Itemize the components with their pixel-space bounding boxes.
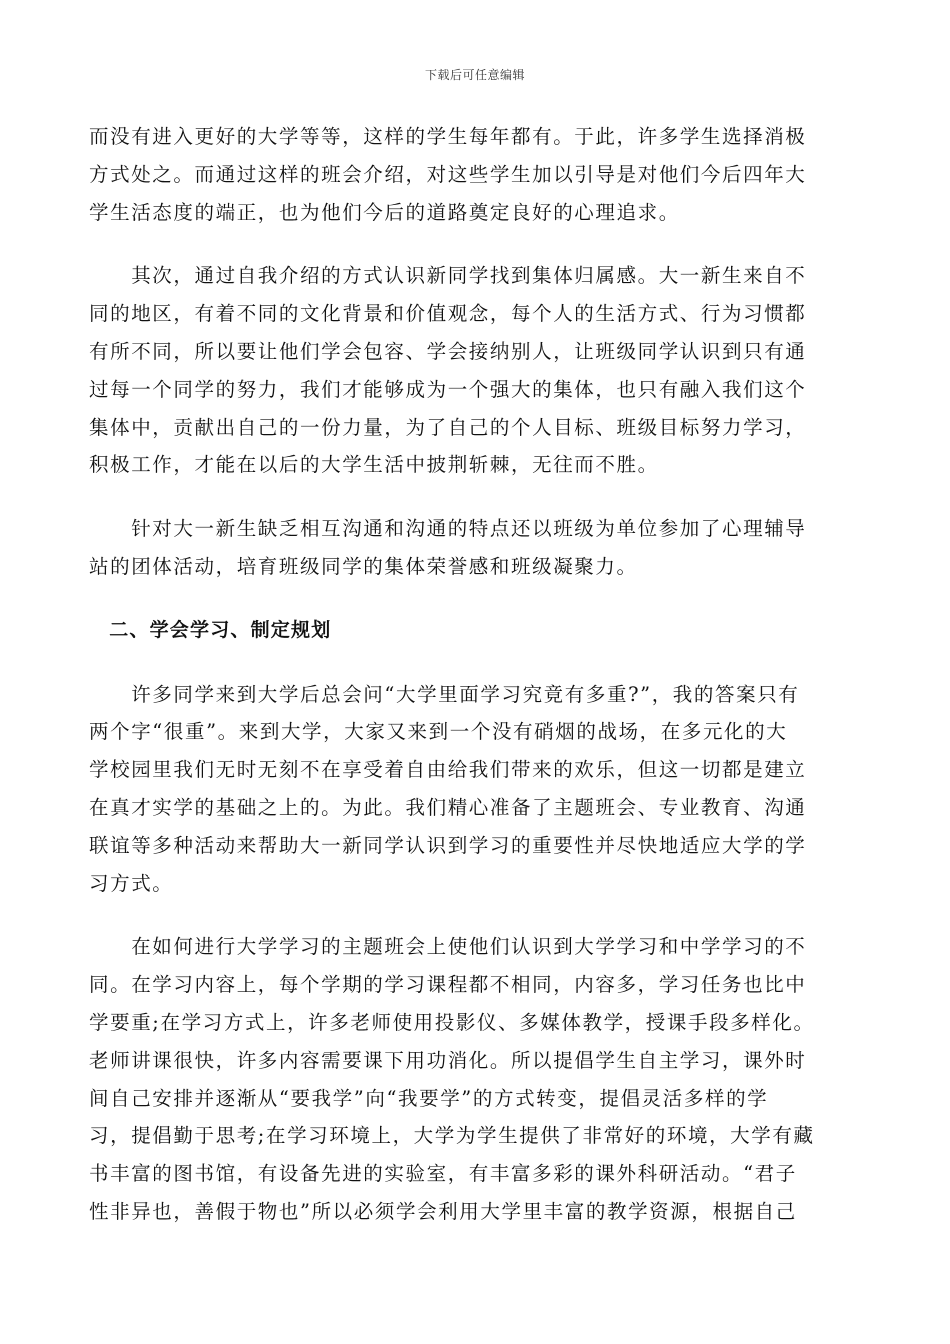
- text-line: 同的地区，有着不同的文化背景和价值观念，每个人的生活方式、行为习惯都: [89, 302, 807, 326]
- text-line: 同。在学习内容上，每个学期的学习课程都不相同，内容多，学习任务也比中: [89, 973, 807, 997]
- text-line: 集体中，贡献出自己的一份力量，为了自己的个人目标、班级目标努力学习，: [89, 415, 807, 439]
- text-line: 学要重;在学习方式上，许多老师使用投影仪、多媒体教学，授课手段多样化。: [89, 1010, 815, 1034]
- text-line: 联谊等多种活动来帮助大一新同学认识到学习的重要性并尽快地适应大学的学: [89, 833, 807, 857]
- text-line: 书丰富的图书馆，有设备先进的实验室，有丰富多彩的课外科研活动。“君子: [89, 1162, 797, 1186]
- text-line: 在如何进行大学学习的主题班会上使他们认识到大学学习和中学学习的不: [89, 935, 807, 959]
- text-line: 在真才实学的基础之上的。为此。我们精心准备了主题班会、专业教育、沟通: [89, 795, 807, 819]
- text-line: 其次，通过自我介绍的方式认识新同学找到集体归属感。大一新生来自不: [89, 264, 807, 288]
- text-line: 老师讲课很快，许多内容需要课下用功消化。所以提倡学生自主学习，课外时: [89, 1048, 807, 1072]
- text-line: 学校园里我们无时无刻不在享受着自由给我们带来的欢乐，但这一切都是建立: [89, 758, 807, 782]
- text-line: 而没有进入更好的大学等等，这样的学生每年都有。于此，许多学生选择消极: [89, 125, 807, 148]
- text-line: 许多同学来到大学后总会问“大学里面学习究竟有多重?”，我的答案只有: [89, 682, 800, 706]
- text-line: 二、学会学习、制定规划: [89, 618, 332, 641]
- text-line: 站的团体活动，培育班级同学的集体荣誉感和班级凝聚力。: [89, 554, 638, 578]
- paragraph: [89, 676, 861, 903]
- paragraph: [89, 257, 861, 484]
- text-line: 学生活态度的端正，也为他们今后的道路奠定良好的心理追求。: [89, 200, 680, 224]
- text-line: 习，提倡勤于思考;在学习环境上，大学为学生提供了非常好的环境，大学有藏: [89, 1124, 815, 1148]
- text-line: 间自己安排并逐渐从“要我学”向“我要学”的方式转变，提倡灵活多样的学: [89, 1086, 769, 1110]
- text-line: 性非异也，善假于物也”所以必须学会利用大学里丰富的教学资源，根据自己: [89, 1199, 797, 1223]
- text-line: 积极工作，才能在以后的大学生活中披荆斩棘，无往而不胜。: [89, 453, 659, 477]
- section-heading: [89, 612, 861, 650]
- text-line: 过每一个同学的努力，我们才能够成为一个强大的集体，也只有融入我们这个: [89, 377, 807, 401]
- paragraph: [89, 118, 861, 231]
- paragraph: [89, 928, 861, 1230]
- text-line: 两个字“很重”。来到大学，大家又来到一个没有硝烟的战场，在多元化的大: [89, 720, 788, 744]
- text-line: 方式处之。而通过这样的班会介绍，对这些学生加以引导是对他们今后四年大: [89, 162, 807, 186]
- document-body: [89, 118, 861, 1257]
- page-header: 下载后可任意编辑: [424, 68, 525, 82]
- paragraph: [89, 510, 861, 586]
- text-line: 针对大一新生缺乏相互沟通和沟通的特点还以班级为单位参加了心理辅导: [89, 517, 807, 541]
- text-line: 习方式。: [89, 871, 174, 895]
- text-line: 有所不同，所以要让他们学会包容、学会接纳别人，让班级同学认识到只有通: [89, 339, 807, 363]
